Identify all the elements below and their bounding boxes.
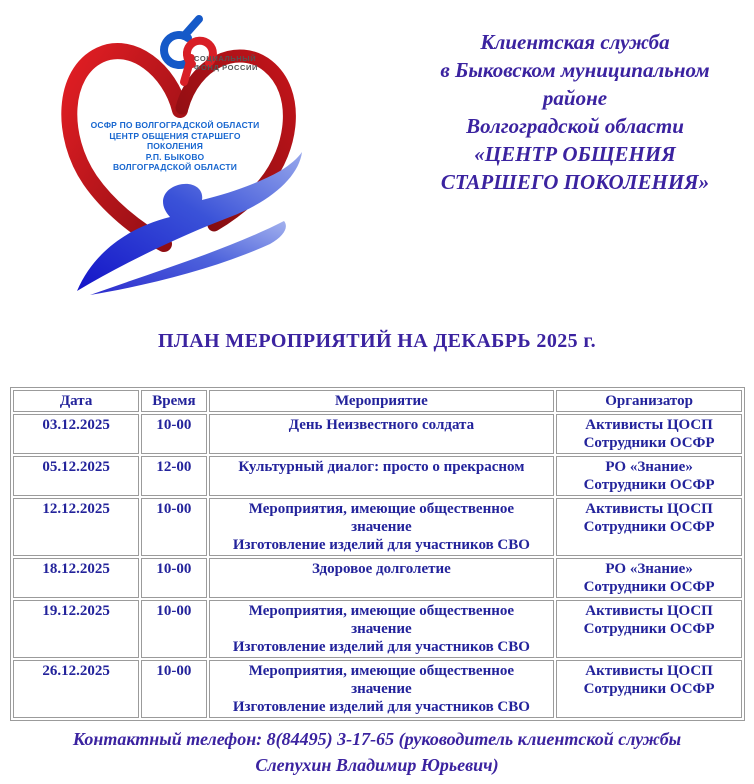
table-row	[13, 558, 742, 598]
cell-organizer	[556, 660, 742, 718]
organizer-line: Активисты ЦОСП	[585, 417, 713, 433]
logo-text-line: ЦЕНТР ОБЩЕНИЯ СТАРШЕГО	[109, 130, 241, 141]
cell-organizer	[556, 600, 742, 658]
contact-line: Контактный телефон: 8(84495) 3-17-65 (руководитель клиентской службы	[72, 729, 682, 749]
events-table	[10, 387, 745, 721]
sfr-caption-line: ФОНД РОССИИ	[194, 63, 259, 72]
event-text: Мероприятия, имеющие общественное значение	[248, 603, 515, 637]
event-text: Изготовление изделий для участников СВО	[232, 699, 530, 715]
cell-organizer	[556, 414, 742, 454]
column-header-event: Мероприятие	[209, 390, 554, 412]
event-text: День Неизвестного солдата	[288, 417, 475, 433]
cell-date: 26.12.2025	[13, 660, 139, 718]
table-row	[13, 660, 742, 718]
sfr-caption	[194, 54, 304, 72]
cell-event	[209, 414, 554, 454]
event-text: Здоровое долголетие	[312, 561, 451, 577]
column-header-date: Дата	[13, 390, 139, 412]
cell-event	[209, 558, 554, 598]
cell-date: 18.12.2025	[13, 558, 139, 598]
organizer-line: Сотрудники ОСФР	[583, 477, 715, 493]
cell-event	[209, 660, 554, 718]
cell-time: 10-00	[141, 660, 206, 718]
organizer-line: Сотрудники ОСФР	[583, 621, 715, 637]
cell-date: 05.12.2025	[13, 456, 139, 496]
title-line: Волгоградской области	[466, 114, 684, 138]
contact-info	[0, 726, 754, 778]
cell-time: 10-00	[141, 498, 206, 556]
sfr-caption-line: СОЦИАЛЬНЫЙ	[194, 54, 257, 63]
cell-date: 03.12.2025	[13, 414, 139, 454]
title-line: «ЦЕНТР ОБЩЕНИЯ	[474, 142, 676, 166]
cell-time: 10-00	[141, 558, 206, 598]
table-row	[13, 414, 742, 454]
cell-event	[209, 600, 554, 658]
logo-text-line: ОСФР ПО ВОЛГОГРАДСКОЙ ОБЛАСТИ	[90, 120, 260, 130]
event-text: Мероприятия, имеющие общественное значение	[248, 501, 515, 535]
table-row	[13, 456, 742, 496]
organizer-line: Сотрудники ОСФР	[583, 435, 715, 451]
logo-text-line: Р.П. БЫКОВО	[145, 151, 205, 162]
table-row	[13, 600, 742, 658]
organizer-line: Сотрудники ОСФР	[583, 519, 715, 535]
cell-time: 12-00	[141, 456, 206, 496]
contact-line: Слепухин Владимир Юрьевич)	[255, 755, 499, 775]
organizer-line: Активисты ЦОСП	[585, 501, 713, 517]
organizer-line: Сотрудники ОСФР	[583, 681, 715, 697]
title-line: в Быковском муниципальном	[440, 58, 710, 82]
organizer-line: Сотрудники ОСФР	[583, 579, 715, 595]
organizer-line: РО «Знание»	[605, 459, 693, 475]
event-text: Изготовление изделий для участников СВО	[232, 537, 530, 553]
table-row	[13, 498, 742, 556]
column-header-organizer: Организатор	[556, 390, 742, 412]
cell-date: 19.12.2025	[13, 600, 139, 658]
cell-organizer	[556, 456, 742, 496]
cell-date: 12.12.2025	[13, 498, 139, 556]
title-line: районе	[542, 86, 608, 110]
cell-event	[209, 456, 554, 496]
cell-time: 10-00	[141, 600, 206, 658]
event-text: Мероприятия, имеющие общественное значение	[248, 663, 515, 697]
event-text: Изготовление изделий для участников СВО	[232, 639, 530, 655]
title-line: Клиентская служба	[480, 30, 670, 54]
cell-organizer	[556, 558, 742, 598]
table-header-row	[13, 390, 742, 412]
title-line: СТАРШЕГО ПОКОЛЕНИЯ»	[440, 170, 710, 194]
page-title	[396, 28, 754, 196]
organizer-line: РО «Знание»	[605, 561, 693, 577]
logo-text-line: ВОЛГОГРАДСКОЙ ОБЛАСТИ	[112, 162, 238, 172]
column-header-time: Время	[141, 390, 206, 412]
cell-time: 10-00	[141, 414, 206, 454]
plan-heading: ПЛАН МЕРОПРИЯТИЙ НА ДЕКАБРЬ 2025 г.	[157, 330, 597, 352]
logo-text-line: ПОКОЛЕНИЯ	[146, 141, 204, 151]
organizer-line: Активисты ЦОСП	[585, 663, 713, 679]
cell-event	[209, 498, 554, 556]
cell-organizer	[556, 498, 742, 556]
organization-logo	[32, 8, 318, 304]
logo-center-text	[70, 120, 280, 173]
event-text: Культурный диалог: просто о прекрасном	[238, 459, 525, 475]
organizer-line: Активисты ЦОСП	[585, 603, 713, 619]
